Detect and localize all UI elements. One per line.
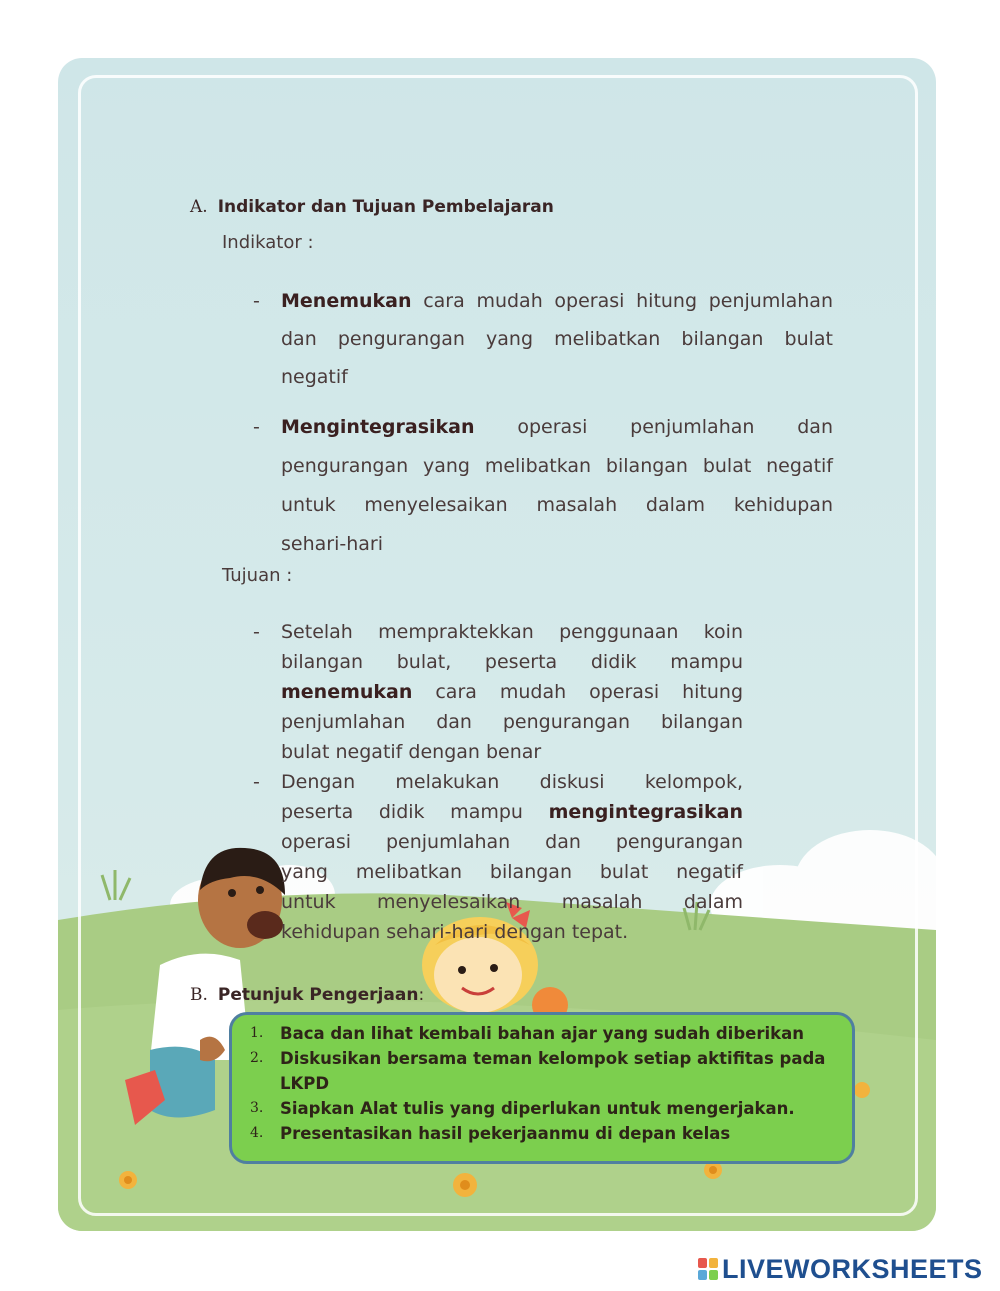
instruction-item: 3. Siapkan Alat tulis yang diperlukan untuk mengerjakan. [250,1099,795,1118]
keyword: mengintegrasikan [548,801,743,823]
section-b-letter: B. [190,985,208,1005]
section-a-heading [190,197,554,217]
instructions-list [250,1021,852,1146]
keyword: Mengintegrasikan [281,416,475,438]
tujuan-item: - Dengan melakukan diskusi kelompok, peserta didik mampu mengintegrasikan operasi penjumlahan dan pengurangan yang melibatkan bilangan bulat negatif untuk menyelesaikan masalah dalam kehidupan sehari-hari dengan tepat. [253,771,743,943]
tujuan-label: Tujuan : [222,565,293,586]
indikator-label: Indikator : [222,232,314,253]
instruction-item: 1. Baca dan lihat kembali bahan ajar yang sudah diberikan [250,1024,804,1043]
liveworksheets-logo[interactable] [698,1254,983,1284]
section-b-title: Petunjuk Pengerjaan [217,985,419,1005]
indikator-item: - Menemukan cara mudah operasi hitung penjumlahan dan pengurangan yang melibatkan bilangan bulat negatif [253,290,833,388]
section-a-title: Indikator dan Tujuan Pembelajaran [217,197,554,217]
section-b-heading: B. Petunjuk Pengerjaan: [190,985,425,1005]
instruction-item: 2. Diskusikan bersama teman kelompok setiap aktifitas pada LKPD [250,1049,826,1093]
keyword: menemukan [281,681,413,703]
tujuan-item: - Setelah mempraktekkan penggunaan koin bilangan bulat, peserta didik mampu menemukan cara mudah operasi hitung penjumlahan dan pengurangan bilangan bulat negatif dengan benar [253,621,743,763]
keyword: Menemukan [281,290,412,312]
instruction-item: 4. Presentasikan hasil pekerjaanmu di depan kelas [250,1124,731,1143]
logo-grid-icon [698,1258,718,1280]
section-a-letter: A. [190,197,208,217]
instructions-box [229,1012,855,1164]
brand-name: LIVEWORKSHEETS [722,1253,983,1284]
indikator-item: - Mengintegrasikan operasi penjumlahan dan pengurangan yang melibatkan bilangan bulat negatif untuk menyelesaikan masalah dalam kehidupan sehari-hari [253,416,833,555]
